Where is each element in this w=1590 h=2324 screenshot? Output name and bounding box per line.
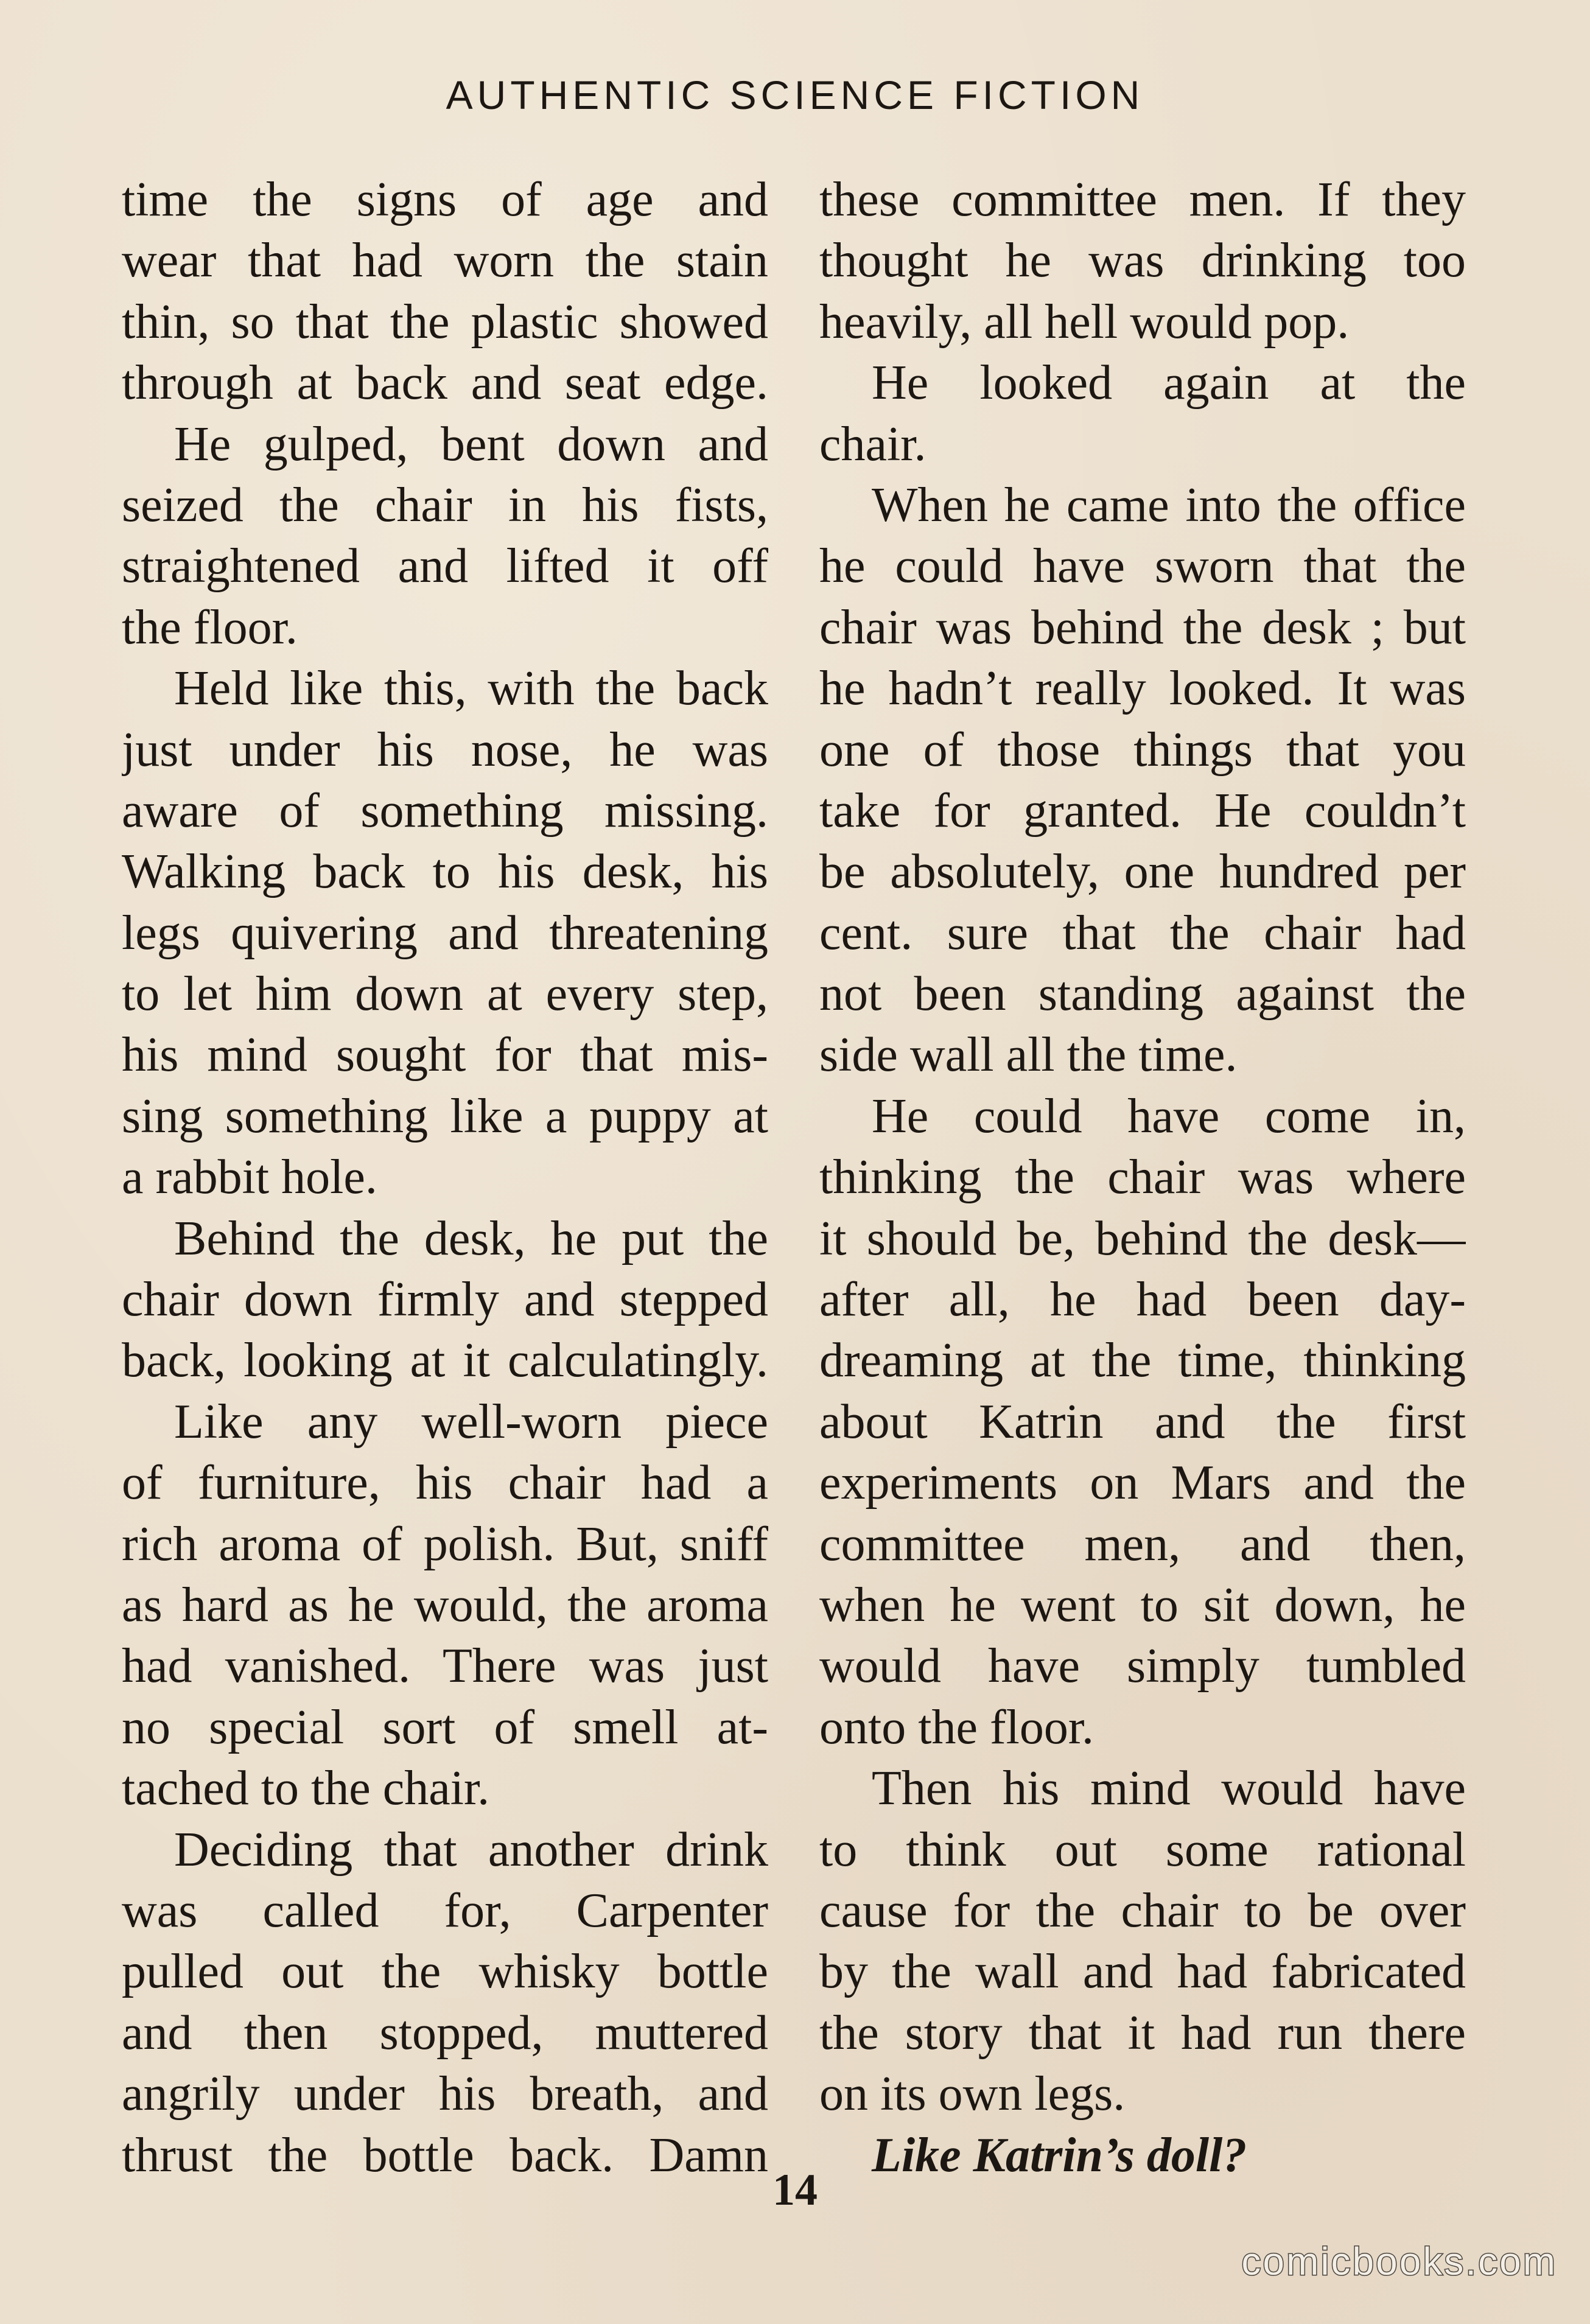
text-line: he hadn’t really looked. It was xyxy=(819,662,1466,716)
text-line: pulled out the whisky bottle xyxy=(122,1945,768,1999)
text-line: time the signs of age and xyxy=(122,173,768,226)
text-line: aware of something missing. xyxy=(122,783,768,838)
text-line: it should be, behind the desk— xyxy=(819,1211,1466,1265)
text-line: about Katrin and the first xyxy=(819,1395,1466,1449)
italic-closing-line: Like Katrin’s doll? xyxy=(872,2128,1247,2182)
paragraph-first-line: Behind the desk, he put the xyxy=(174,1211,768,1265)
text-line: be absolutely, one hundred per xyxy=(819,845,1466,899)
text-line: after all, he had been day- xyxy=(819,1273,1466,1327)
text-line: was called for, Carpenter xyxy=(122,1883,768,1937)
paragraph-last-line: heavily, all hell would pop. xyxy=(819,295,1350,349)
text-line: back, looking at it calculatingly. xyxy=(122,1334,768,1388)
paragraph-last-line: a rabbit hole. xyxy=(122,1150,377,1205)
text-line: of furniture, his chair had a xyxy=(122,1456,768,1510)
text-line: angrily under his breath, and xyxy=(122,2067,768,2121)
text-line: not been standing against the xyxy=(819,967,1466,1021)
text-line: one of those things that you xyxy=(819,723,1466,777)
paragraph-first-line: Like any well-worn piece xyxy=(174,1395,768,1449)
paragraph-last-line: chair. xyxy=(819,417,926,471)
text-line: straightened and lifted it off xyxy=(122,539,768,593)
text-line: thinking the chair was where xyxy=(819,1150,1466,1205)
text-line: to let him down at every step, xyxy=(122,967,768,1021)
paragraph-first-line: Then his mind would have xyxy=(872,1762,1466,1816)
text-line: by the wall and had fabricated xyxy=(819,1945,1466,1999)
text-line: wear that had worn the stain xyxy=(122,234,768,288)
text-line: experiments on Mars and the xyxy=(819,1456,1466,1510)
text-line: committee men, and then, xyxy=(819,1517,1466,1571)
text-line: cent. sure that the chair had xyxy=(819,906,1466,960)
text-line: to think out some rational xyxy=(819,1822,1466,1877)
text-line: Walking back to his desk, his xyxy=(122,845,768,899)
text-line: chair was behind the desk ; but xyxy=(819,600,1466,654)
text-line: cause for the chair to be over xyxy=(819,1883,1466,1937)
paragraph-last-line: side wall all the time. xyxy=(819,1028,1238,1082)
text-line: and then stopped, muttered xyxy=(122,2006,768,2060)
right-text-column xyxy=(819,169,1466,2186)
paragraph-first-line: He could have come in, xyxy=(872,1089,1466,1143)
paragraph-first-line: Deciding that another drink xyxy=(174,1822,768,1877)
paragraph-last-line: on its own legs. xyxy=(819,2067,1126,2121)
text-line: as hard as he would, the aroma xyxy=(122,1578,768,1632)
text-line: just under his nose, he was xyxy=(122,723,768,777)
paragraph-first-line: He gulped, bent down and xyxy=(174,417,768,471)
running-header: AUTHENTIC SCIENCE FICTION xyxy=(446,72,1144,117)
text-line: his mind sought for that mis- xyxy=(122,1028,768,1082)
text-line: rich aroma of polish. But, sniff xyxy=(122,1517,768,1571)
left-text-column xyxy=(122,169,768,2186)
text-line: would have simply tumbled xyxy=(819,1639,1466,1693)
text-line: sing something like a puppy at xyxy=(122,1089,768,1143)
text-line: these committee men. If they xyxy=(819,173,1466,226)
text-line: dreaming at the time, thinking xyxy=(819,1334,1466,1388)
paragraph-last-line: onto the floor. xyxy=(819,1700,1094,1754)
text-line: had vanished. There was just xyxy=(122,1639,768,1693)
watermark-logo: comicbooks.com xyxy=(1241,2239,1557,2283)
text-line: thought he was drinking too xyxy=(819,234,1466,288)
paragraph-last-line: tached to the chair. xyxy=(122,1762,490,1816)
text-line: thin, so that the plastic showed xyxy=(122,295,768,349)
text-line: chair down firmly and stepped xyxy=(122,1273,768,1327)
text-line: through at back and seat edge. xyxy=(122,356,768,410)
text-line: seized the chair in his fists, xyxy=(122,478,768,532)
text-line: take for granted. He couldn’t xyxy=(819,783,1466,838)
text-line: the story that it had run there xyxy=(819,2006,1466,2060)
text-line: he could have sworn that the xyxy=(819,539,1466,593)
paragraph-last-line: the floor. xyxy=(122,600,298,654)
paragraph-first-line: When he came into the office xyxy=(872,478,1466,532)
text-line: no special sort of smell at- xyxy=(122,1700,768,1754)
paragraph-first-line: He looked again at the xyxy=(872,356,1466,410)
paragraph-first-line: Held like this, with the back xyxy=(174,662,768,716)
text-line: thrust the bottle back. Damn xyxy=(122,2128,768,2182)
text-line: when he went to sit down, he xyxy=(819,1578,1466,1632)
text-line: legs quivering and threatening xyxy=(122,906,768,960)
page-number: 14 xyxy=(772,2165,818,2215)
